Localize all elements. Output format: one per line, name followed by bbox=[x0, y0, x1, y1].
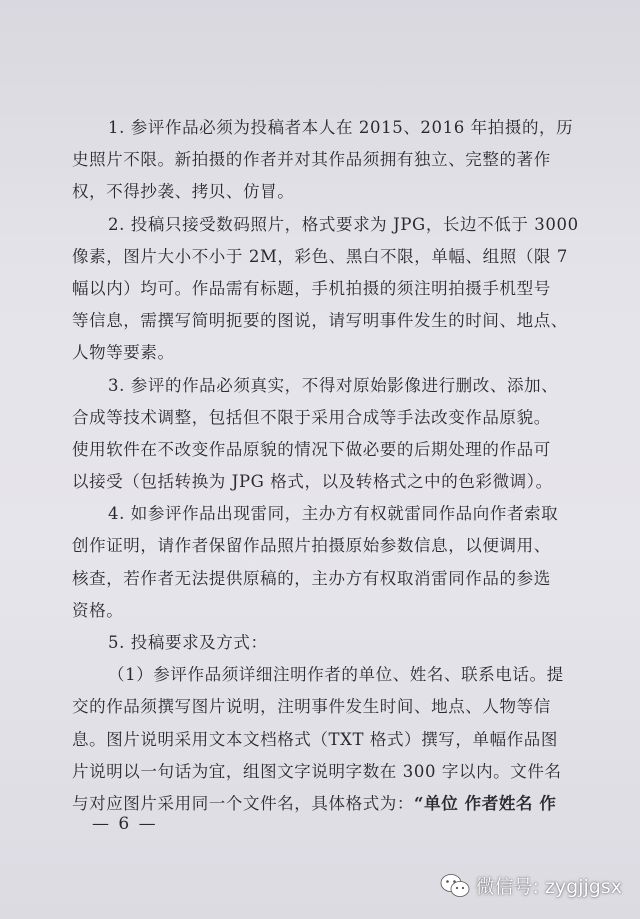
text-line bbox=[72, 498, 584, 530]
text-line-content: 以接受（包括转换为 JPG 格式，以及转格式之中的色彩微调）。 bbox=[72, 472, 553, 492]
text-line-content: 史照片不限。新拍摄的作者并对其作品须拥有独立、完整的著作 bbox=[72, 150, 551, 170]
text-line bbox=[72, 402, 584, 434]
text-line-content: 与对应图片采用同一个文件名，具体格式为： bbox=[72, 793, 414, 813]
text-line bbox=[72, 434, 584, 466]
text-line-content: 4. 如参评作品出现雷同，主办方有权就雷同作品向作者索取 bbox=[108, 504, 559, 524]
text-line bbox=[72, 209, 584, 241]
text-line-content: 核查，若作者无法提供原稿的，主办方有权取消雷同作品的参选 bbox=[72, 568, 551, 588]
text-line bbox=[72, 112, 584, 144]
text-line bbox=[72, 530, 584, 562]
text-line-content: 资格。 bbox=[72, 600, 124, 620]
text-line bbox=[72, 337, 584, 369]
text-line-content: 权，不得抄袭、拷贝、仿冒。 bbox=[72, 182, 295, 202]
text-line bbox=[72, 466, 584, 498]
text-line bbox=[72, 691, 584, 723]
text-line bbox=[72, 756, 584, 788]
page-number: — 6 — bbox=[92, 814, 158, 834]
text-line-content: 5. 投稿要求及方式： bbox=[108, 633, 268, 652]
text-line-content: 等信息，需撰写简明扼要的图说，请写明事件发生的时间、地点、 bbox=[72, 311, 568, 331]
document-body bbox=[72, 112, 584, 820]
text-line bbox=[72, 563, 584, 595]
text-line-content: 交的作品须撰写图片说明，注明事件发生时间、地点、人物等信 bbox=[72, 697, 551, 717]
wechat-icon bbox=[440, 873, 470, 899]
text-line-content: 3. 参评的作品必须真实，不得对原始影像进行删改、添加、 bbox=[108, 375, 559, 395]
text-line-content: 片说明以一句话为宜，组图文字说明字数在 300 字以内。文件名 bbox=[72, 761, 562, 781]
text-line-content: 像素，图片大小不小于 2M，彩色、黑白不限，单幅、组照（限 7 bbox=[72, 246, 568, 266]
text-line bbox=[72, 370, 584, 402]
text-line bbox=[72, 176, 584, 208]
text-line-content: （1）参评作品须详细注明作者的单位、姓名、联系电话。提 bbox=[108, 665, 564, 685]
watermark-text: 微信号: zygjjgsx bbox=[475, 876, 622, 898]
wechat-watermark bbox=[440, 872, 622, 899]
text-line bbox=[72, 595, 584, 627]
text-line bbox=[72, 241, 584, 273]
text-line-content: 2. 投稿只接受数码照片，格式要求为 JPG，长边不低于 3000 bbox=[108, 214, 579, 234]
text-line-content: 幅以内）均可。作品需有标题，手机拍摄的须注明拍摄手机型号 bbox=[72, 278, 551, 298]
text-line bbox=[72, 144, 584, 176]
text-line-content: 人物等要素。 bbox=[72, 343, 175, 363]
text-line-content: 使用软件在不改变作品原貌的情况下做必要的后期处理的作品可 bbox=[72, 439, 551, 459]
text-line-emphasis: “单位 作者姓名 作 bbox=[414, 793, 557, 813]
text-line-content: 1. 参评作品必须为投稿者本人在 2015、2016 年拍摄的，历 bbox=[108, 118, 574, 137]
text-line-content: 息。图片说明采用文本文档格式（TXT 格式）撰写，单幅作品图 bbox=[72, 729, 559, 749]
text-line-content: 创作证明，请作者保留作品照片拍摄原始参数信息，以便调用、 bbox=[72, 536, 551, 556]
text-line bbox=[72, 724, 584, 756]
text-line bbox=[72, 627, 584, 659]
text-line bbox=[72, 273, 584, 305]
text-line bbox=[72, 305, 584, 337]
text-line-content: 合成等技术调整，包括但不限于采用合成等手法改变作品原貌。 bbox=[72, 407, 551, 427]
text-line bbox=[72, 659, 584, 691]
